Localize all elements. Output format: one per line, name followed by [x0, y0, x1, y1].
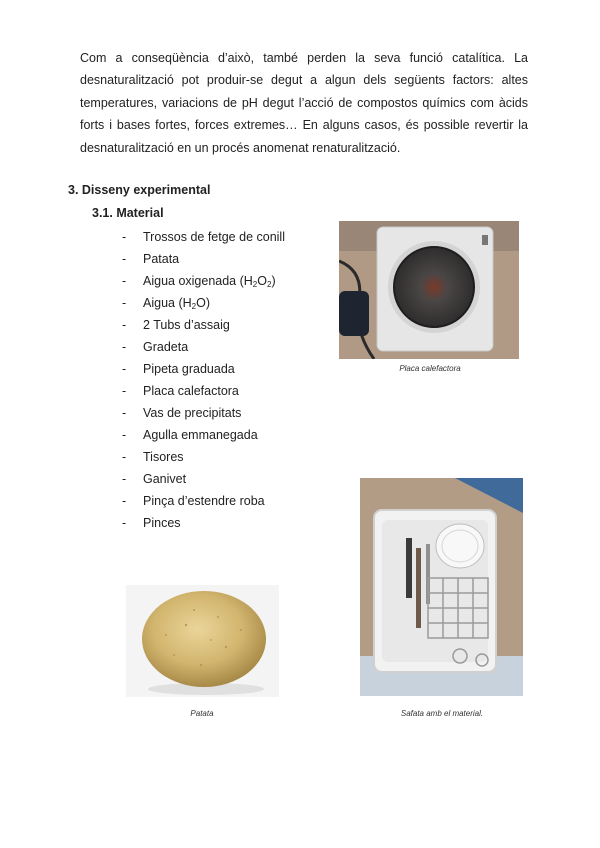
list-item: - Vas de precipitats	[122, 406, 242, 420]
list-item: - Aigua oxigenada $(H_2O_2)$	[122, 274, 276, 289]
list-item: - Agulla emmanegada	[122, 428, 258, 442]
list-item: - Placa calefactora	[122, 384, 239, 398]
section-heading: 3. Disseny experimental	[68, 183, 211, 197]
list-item: - Tisores	[122, 450, 184, 464]
list-item: - 2 Tubs d’assaig	[122, 318, 230, 332]
list-item: - Pipeta graduada	[122, 362, 235, 376]
potato-photo	[126, 585, 279, 697]
hotplate-caption: Placa calefactora	[399, 364, 461, 373]
tray-photo	[360, 478, 523, 696]
list-item: - Aigua $(H_2O)$	[122, 296, 210, 311]
list-item: - Trossos de fetge de conill	[122, 230, 285, 244]
subsection-heading: 3.1. Material	[92, 206, 164, 220]
list-item: - Pinces	[122, 516, 181, 530]
hotplate-photo	[339, 221, 519, 359]
potato-caption: Patata	[190, 709, 214, 718]
list-item: - Pinça d’estendre roba	[122, 494, 265, 508]
tray-caption: Safata amb el material.	[400, 709, 484, 718]
materials-list	[122, 226, 285, 534]
list-item: - Patata	[122, 252, 180, 266]
intro-paragraph: Com a conseqüència d’això, també perden la seva funció catalítica. La desnaturalització pot produir-se degut a algun dels següents factors: altes temperatures, variacions de pH degut l’acció de compostos químics com àcids forts i bases fortes, forces extremes… En alguns casos, és possible revertir la desnaturalització en un procés anomenat renaturalització.	[80, 51, 528, 155]
list-item: - Gradeta	[122, 340, 189, 354]
list-item: - Ganivet	[122, 472, 187, 486]
